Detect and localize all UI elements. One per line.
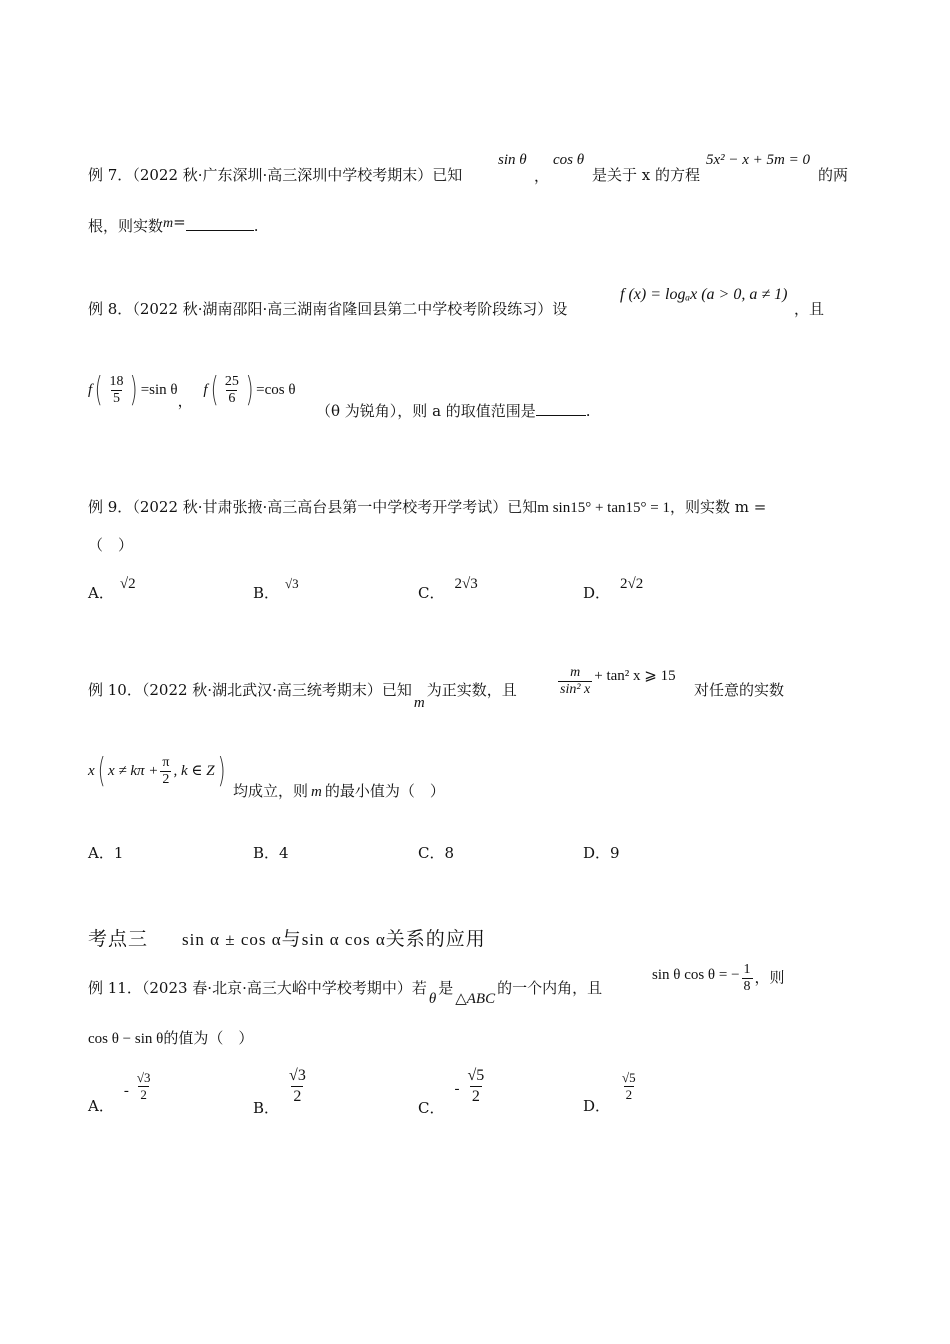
example-8-cond: （θ 为锐角），则 a 的取值范围是 xyxy=(316,402,536,420)
example-11-condition xyxy=(652,962,785,995)
option-letter: B． xyxy=(253,584,280,602)
example-7-cos: cos θ xyxy=(553,152,585,168)
example-9-source: （2022 秋·甘肃张掖·高三高台县第一中学校考开学考试）已知 xyxy=(132,498,538,516)
example-11-line-1 xyxy=(88,978,603,1007)
example-10-line-2-m: m xyxy=(311,784,322,800)
left-paren-icon: ( xyxy=(210,370,219,410)
example-9-option-d xyxy=(583,576,644,604)
example-10-option-a xyxy=(88,843,123,863)
example-7-answer-blank xyxy=(186,216,254,231)
example-9-label: 例 9． xyxy=(88,498,133,516)
example-7-line-2-text: 根，则实数 xyxy=(88,217,164,235)
example-8-tail: ，且 xyxy=(794,300,825,318)
option-value: 9 xyxy=(610,844,620,862)
option-letter: B． xyxy=(253,844,280,862)
example-7-tail: 的两 xyxy=(818,166,849,184)
example-8-f1-rhs: =sin θ xyxy=(140,382,178,398)
example-10-tail: 对任意的实数 xyxy=(694,681,785,699)
left-paren-icon: ( xyxy=(94,370,103,410)
example-9-line-1 xyxy=(88,497,766,518)
example-10-pi-num: π xyxy=(162,754,170,770)
example-9-option-b xyxy=(253,576,299,604)
option-den: 2 xyxy=(293,1088,302,1105)
example-7-end: . xyxy=(253,217,259,235)
example-11-option-b xyxy=(253,1066,310,1117)
left-brace-icon: ( xyxy=(97,751,106,791)
example-7-line-1 xyxy=(88,165,462,185)
example-10-domain-end: , k ∈ Z xyxy=(173,763,215,779)
section-3-heading xyxy=(88,924,486,951)
example-11-triangle: △ABC xyxy=(455,991,496,1007)
section-3-title: 考点三 xyxy=(88,928,149,950)
example-10-frac-den: sin² x xyxy=(560,682,591,697)
option-value: √3 xyxy=(285,576,299,591)
option-letter: A． xyxy=(88,844,114,862)
example-7-source: （2022 秋·广东深圳·高三深圳中学校考期末）已知 xyxy=(132,166,463,184)
example-10-option-d xyxy=(583,843,620,863)
option-value: 2√2 xyxy=(620,576,644,592)
example-11-label: 例 11． xyxy=(88,979,142,997)
option-letter: D． xyxy=(583,584,611,602)
right-brace-icon: ) xyxy=(217,751,226,791)
example-10-inequality xyxy=(556,665,676,698)
example-11-line-2-expr: cos θ − sin θ xyxy=(88,1031,164,1047)
example-10-mid: 为正实数，且 xyxy=(426,681,517,699)
example-8-f1-num: 18 xyxy=(109,373,124,389)
example-7-eq: = xyxy=(173,213,186,231)
example-11-cond: sin θ cos θ = − xyxy=(652,966,740,983)
example-11-line-2-tail: 的值为（ ） xyxy=(163,1029,254,1047)
option-letter: A． xyxy=(88,584,114,602)
section-3-expr-1: sin α ± cos α xyxy=(182,930,282,949)
option-den: 2 xyxy=(471,1088,480,1105)
example-9-tail: ，则实数 m = xyxy=(669,498,767,516)
example-10-option-c xyxy=(418,843,454,863)
example-8-end: . xyxy=(585,402,591,420)
example-9-option-c xyxy=(418,576,478,604)
example-7-comma: ， xyxy=(534,167,550,185)
example-9-option-a xyxy=(88,576,136,604)
example-8-conditions xyxy=(88,370,296,419)
option-letter: D． xyxy=(583,1096,611,1115)
example-11-source: （2023 春·北京·高三大峪中学校考期中）若 xyxy=(141,979,427,997)
example-11-cond-num: 1 xyxy=(743,962,751,977)
option-value: 4 xyxy=(279,844,289,862)
option-num: √5 xyxy=(467,1067,485,1084)
example-10-pi-den: 2 xyxy=(162,771,170,787)
example-11-theta: θ xyxy=(428,991,437,1007)
option-sign: - xyxy=(454,1080,460,1097)
example-8-function: f (x) = logₐx (a > 0, a ≠ 1) xyxy=(620,286,788,303)
example-10-domain-body: x ≠ kπ + xyxy=(107,763,159,779)
example-8-f2-num: 25 xyxy=(224,373,239,389)
option-letter: A． xyxy=(88,1096,114,1115)
example-8-f2-den: 6 xyxy=(228,390,236,406)
option-letter: B． xyxy=(253,1098,280,1117)
example-8-f2-name: f xyxy=(203,382,208,398)
option-value: 2√3 xyxy=(454,576,478,592)
example-7-mid: 是关于 x 的方程 xyxy=(592,166,700,184)
example-8-condition-text xyxy=(316,401,591,421)
example-9-equation: m sin15° + tan15° = 1 xyxy=(537,500,670,516)
option-letter: C． xyxy=(418,1098,445,1117)
option-letter: C． xyxy=(418,584,445,602)
option-num: √3 xyxy=(136,1070,151,1085)
option-value: 8 xyxy=(444,844,455,862)
option-num: √5 xyxy=(622,1070,636,1085)
example-8-f1-den: 5 xyxy=(112,390,120,406)
example-8-f1-name: f xyxy=(88,382,93,398)
example-8-comma: ， xyxy=(177,392,193,410)
example-10-line-2-text: 均成立，则 xyxy=(233,782,309,800)
example-10-line-1 xyxy=(88,680,517,711)
example-7-line-2 xyxy=(88,213,259,238)
example-7-var-m: m xyxy=(163,216,174,231)
example-10-var-m: m xyxy=(413,695,425,711)
section-3-tail: 关系的应用 xyxy=(385,928,486,950)
option-letter: D． xyxy=(583,844,611,862)
option-sign: - xyxy=(123,1082,129,1099)
right-paren-icon: ) xyxy=(245,370,254,410)
section-3-expr-2: sin α cos α xyxy=(301,930,386,949)
example-10-ineq: + tan² x ⩾ 15 xyxy=(594,667,676,684)
example-11-option-c xyxy=(418,1066,488,1117)
example-11-mid: 是 xyxy=(438,979,454,997)
option-value: √2 xyxy=(119,576,136,592)
example-10-line-2 xyxy=(233,781,445,802)
example-10-domain-x: x xyxy=(88,763,95,779)
example-11-mid-2: 的一个内角，且 xyxy=(497,979,603,997)
example-10-option-b xyxy=(253,843,289,863)
example-8-source: （2022 秋·湖南邵阳·高三湖南省隆回县第二中学校考阶段练习）设 xyxy=(132,300,568,318)
example-7-equation: 5x² − x + 5m = 0 xyxy=(706,152,811,168)
option-value: 1 xyxy=(113,844,124,862)
example-8-f2-rhs: =cos θ xyxy=(256,382,296,398)
example-7-label: 例 7． xyxy=(88,166,133,184)
example-10-line-2-tail: 的最小值为（ ） xyxy=(324,782,445,800)
example-11-line-2 xyxy=(88,1028,253,1049)
example-11-tail: ，则 xyxy=(754,968,785,987)
example-11-option-d xyxy=(583,1070,640,1115)
example-10-label: 例 10． xyxy=(88,681,142,699)
example-7-sin: sin θ xyxy=(498,152,527,168)
example-10-domain xyxy=(88,751,228,791)
example-8-answer-blank xyxy=(536,401,586,416)
option-num: √3 xyxy=(289,1067,306,1084)
example-10-source: （2022 秋·湖北武汉·高三统考期末）已知 xyxy=(141,681,412,699)
example-10-frac-num: m xyxy=(570,665,581,680)
section-3-mid: 与 xyxy=(281,928,302,950)
example-11-cond-den: 8 xyxy=(743,979,751,994)
example-8-label: 例 8． xyxy=(88,300,133,318)
example-9-paren: （ ） xyxy=(88,536,134,554)
option-den: 2 xyxy=(625,1087,633,1102)
example-11-option-a xyxy=(88,1070,154,1115)
option-den: 2 xyxy=(140,1087,147,1102)
option-letter: C． xyxy=(418,844,445,862)
example-8-line-1 xyxy=(88,299,567,319)
right-paren-icon: ) xyxy=(130,370,139,410)
